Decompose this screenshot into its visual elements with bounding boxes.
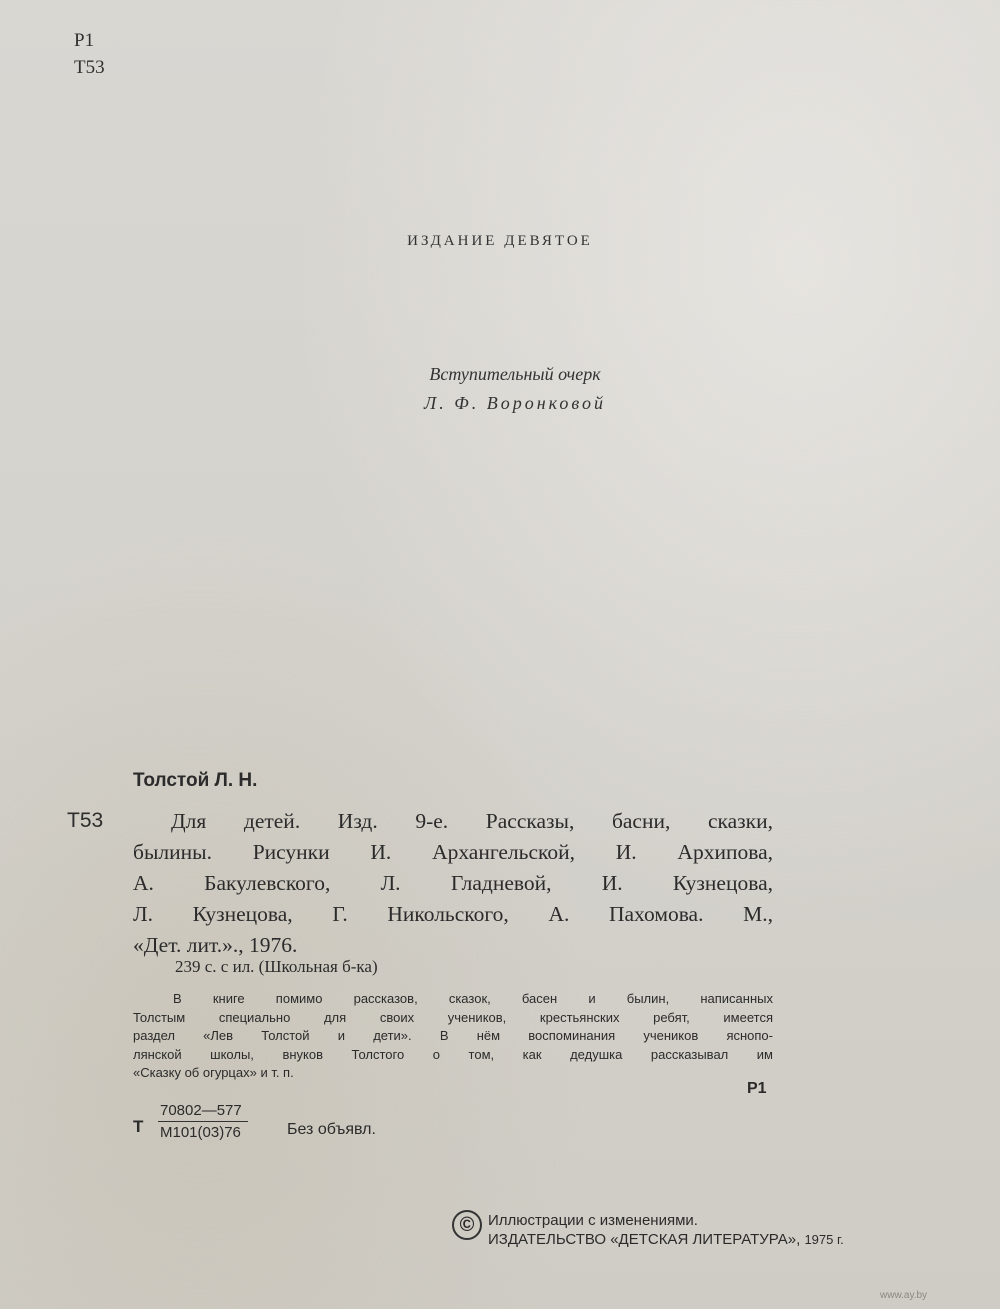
intro-essay-author: Л. Ф. Воронковой xyxy=(424,393,606,413)
no-ad-notice: Без объявл. xyxy=(287,1121,376,1138)
annotation-line: раздел «Лев Толстой и дети». В нём воспоминания учеников яснопо- xyxy=(133,1028,773,1043)
top-classification-code: P1 xyxy=(74,30,95,51)
classification-code: Р1 xyxy=(747,1080,767,1097)
biblio-line: А. Бакулевского, Л. Гладневой, И. Кузнецова, xyxy=(133,871,773,895)
publisher-name: ИЗДАТЕЛЬСТВО «ДЕТСКАЯ ЛИТЕРАТУРА», xyxy=(488,1231,801,1248)
edition-heading: ИЗДАНИЕ ДЕВЯТОЕ xyxy=(407,233,593,249)
copyright-icon: © xyxy=(452,1210,482,1240)
publisher-line xyxy=(488,1231,844,1248)
author-name: Толстой Л. Н. xyxy=(133,770,258,791)
annotation-line: «Сказку об огурцах» и т. п. xyxy=(133,1065,294,1080)
annotation-line: лянской школы, внуков Толстого о том, как дедушка рассказывал им xyxy=(133,1046,773,1062)
annotation-line: Толстым специально для своих учеников, крестьянских ребят, имеется xyxy=(133,1009,773,1025)
annotation-line: В книге помимо рассказов, сказок, басен и былин, написанных xyxy=(173,991,773,1006)
index-code: Т53 xyxy=(67,809,104,832)
catalog-denominator: М101(03)76 xyxy=(160,1124,241,1141)
catalog-fraction xyxy=(158,1102,248,1141)
catalog-numerator: 70802—577 xyxy=(158,1102,248,1122)
biblio-line: былины. Рисунки И. Архангельской, И. Архипова, xyxy=(133,840,773,864)
biblio-line: Л. Кузнецова, Г. Никольского, А. Пахомова. М., xyxy=(133,902,773,926)
publication-year: 1975 г. xyxy=(804,1232,844,1247)
biblio-line: «Дет. лит.»., 1976. xyxy=(133,933,298,957)
page-count: 239 с. с ил. (Школьная б-ка) xyxy=(175,957,378,976)
illustrations-note: Иллюстрации с изменениями. xyxy=(488,1212,698,1229)
bibliographic-description xyxy=(133,806,773,961)
site-watermark: www.ay.by xyxy=(880,1290,928,1301)
biblio-line: Для детей. Изд. 9-е. Рассказы, басни, сказки, xyxy=(171,809,773,833)
intro-essay-label: Вступительный очерк xyxy=(429,364,601,384)
top-index-code: T53 xyxy=(74,57,105,78)
catalog-letter: Т xyxy=(133,1117,144,1136)
annotation xyxy=(133,990,773,1083)
